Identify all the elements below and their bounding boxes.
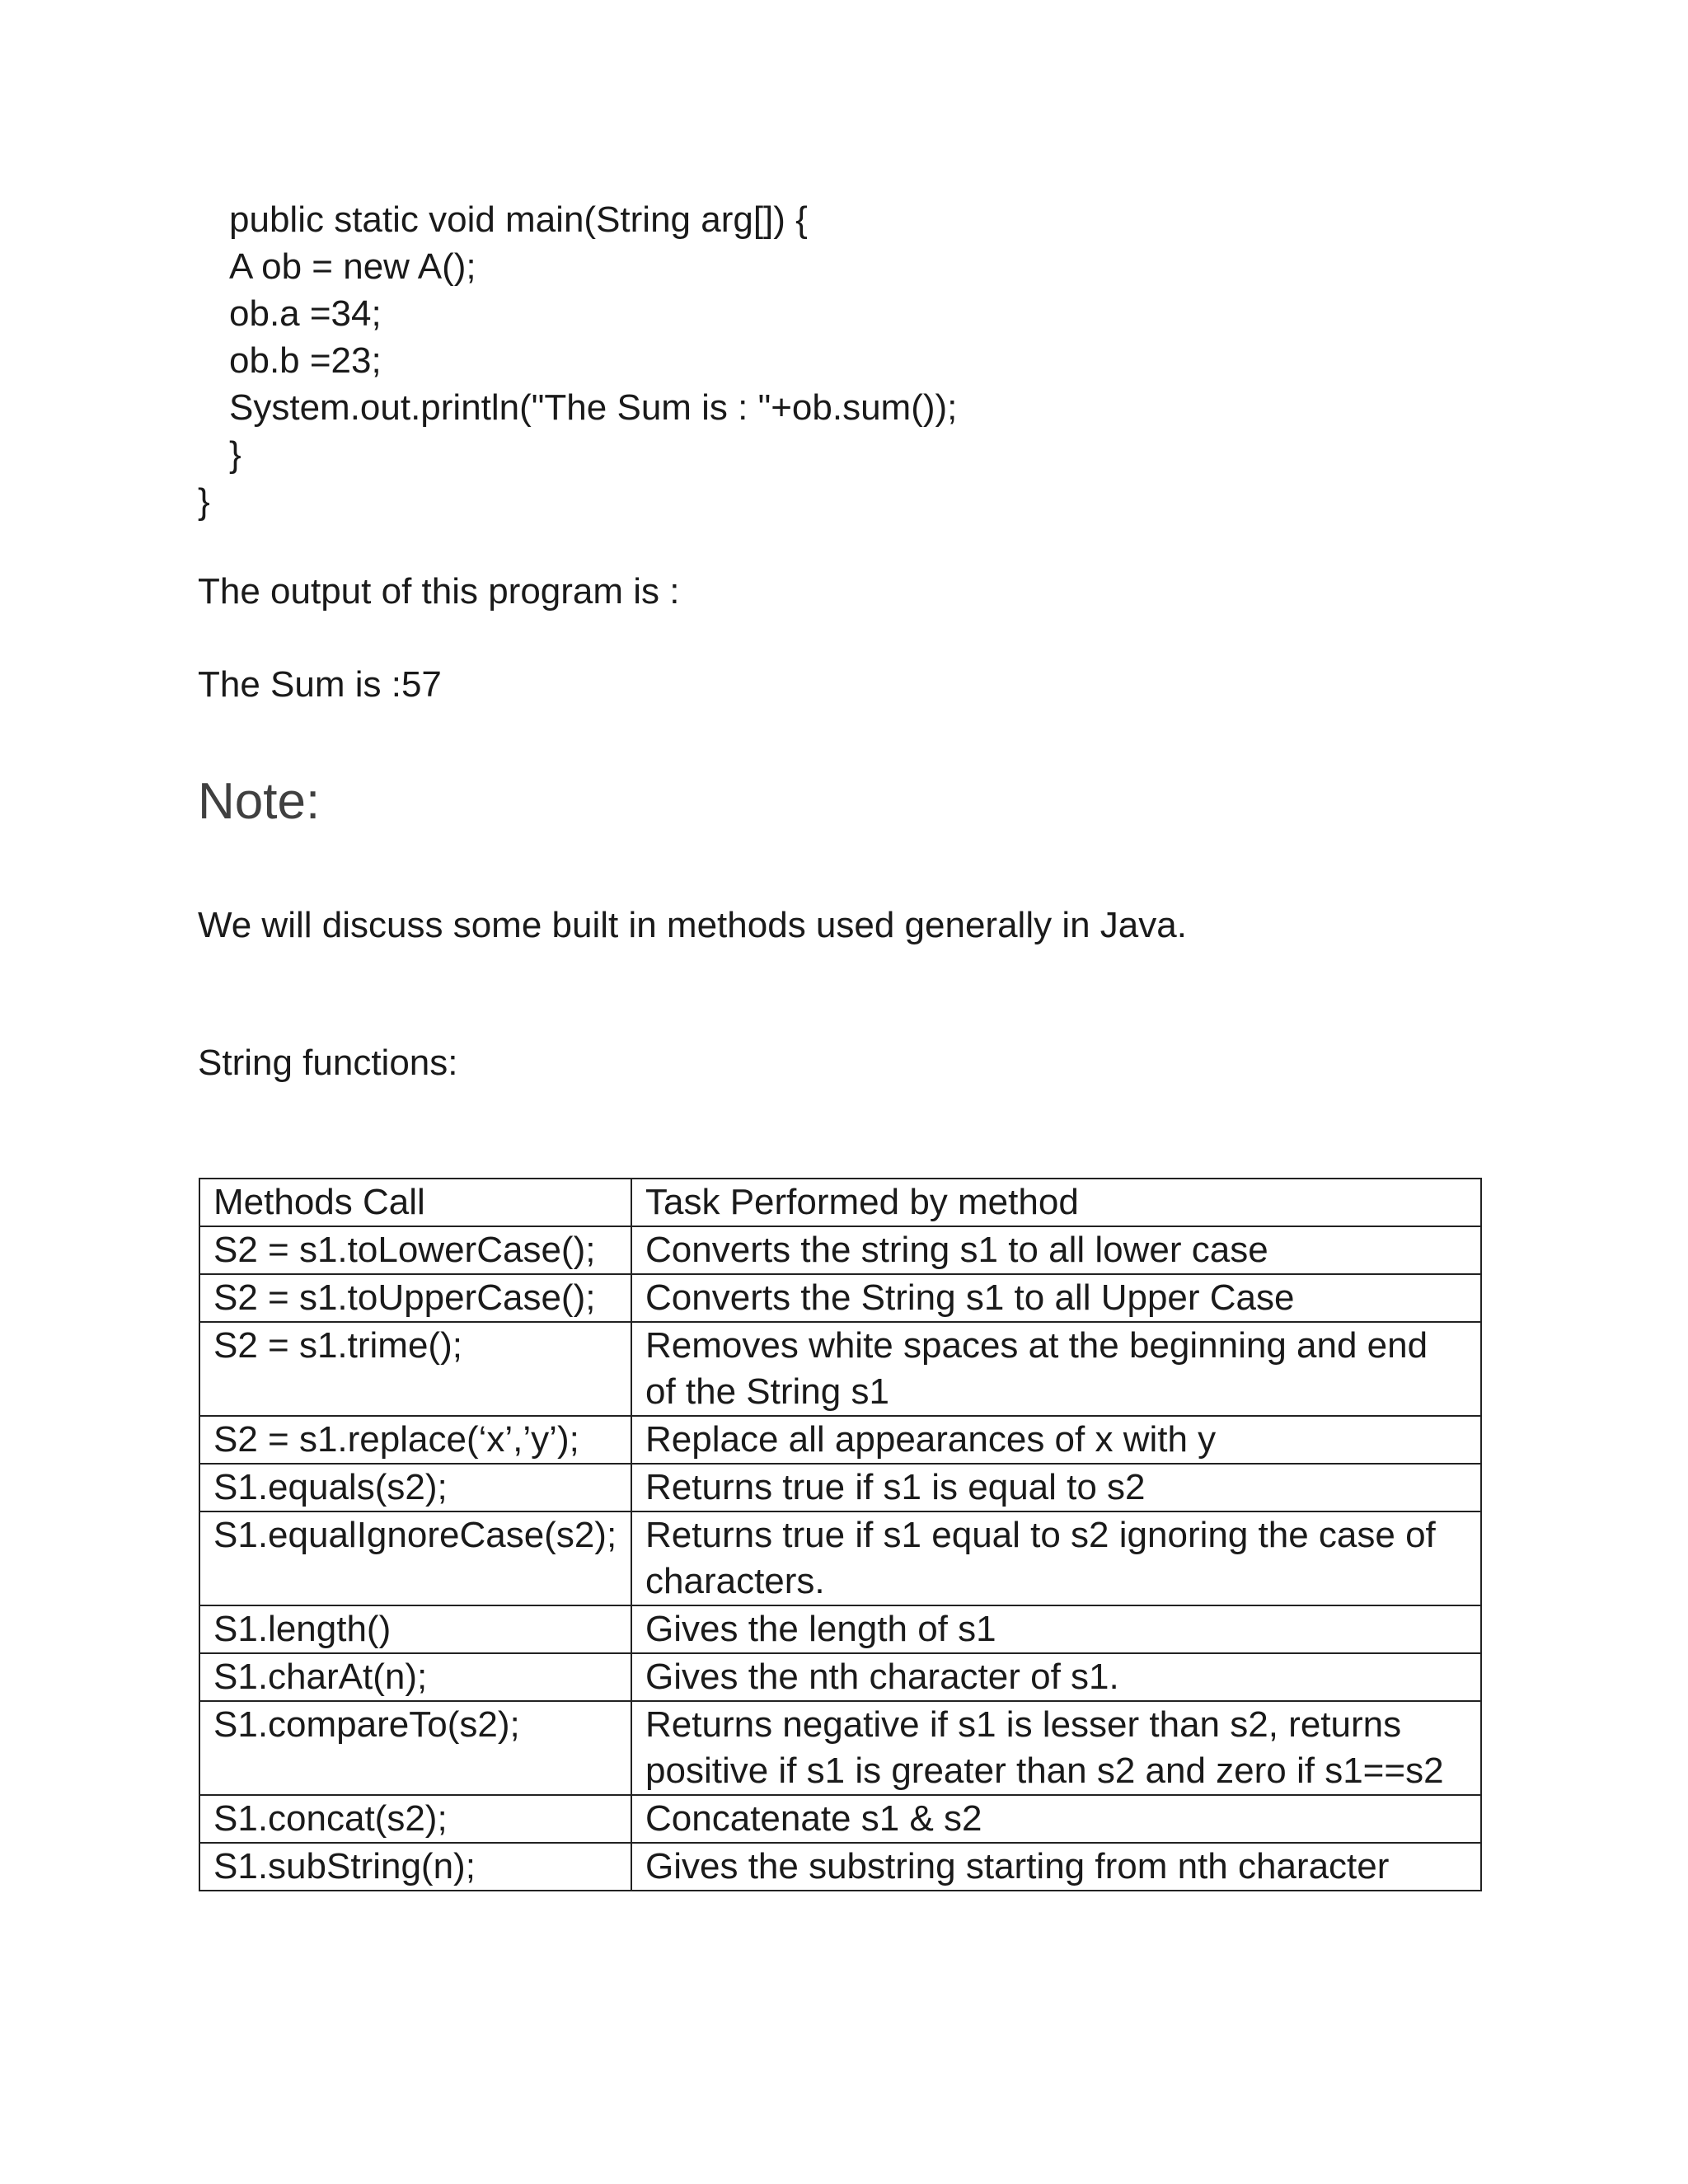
code-line: public static void main(String arg[]) {: [229, 199, 808, 240]
method-cell: S1.compareTo(s2);: [199, 1701, 631, 1795]
task-cell: Returns true if s1 equal to s2 ignoring the case of characters.: [631, 1511, 1481, 1605]
code-line: System.out.println("The Sum is : "+ob.sum());: [229, 387, 958, 428]
method-cell: S1.length(): [199, 1605, 631, 1653]
method-cell: S2 = s1.replace(‘x’,’y’);: [199, 1416, 631, 1464]
code-line: ob.a =34;: [229, 293, 382, 334]
task-cell: Gives the substring starting from nth character: [631, 1843, 1481, 1891]
method-cell: S2 = s1.toLowerCase();: [199, 1226, 631, 1274]
table-row: [199, 1795, 1481, 1843]
method-cell: S1.charAt(n);: [199, 1653, 631, 1701]
task-cell: Gives the length of s1: [631, 1605, 1481, 1653]
task-cell: Converts the string s1 to all lower case: [631, 1226, 1481, 1274]
task-cell: Removes white spaces at the beginning and end of the String s1: [631, 1322, 1481, 1416]
task-cell: Converts the String s1 to all Upper Case: [631, 1274, 1481, 1322]
table-row: [199, 1701, 1481, 1795]
table-row: [199, 1322, 1481, 1416]
output-intro-text: The output of this program is :: [198, 571, 680, 612]
table-row: [199, 1843, 1481, 1891]
table-header-cell: Methods Call: [199, 1179, 631, 1226]
table-row: [199, 1511, 1481, 1605]
code-line: A ob = new A();: [229, 246, 476, 287]
code-line: }: [229, 434, 241, 475]
table-row: [199, 1416, 1481, 1464]
table-row: [199, 1464, 1481, 1511]
table-row: [199, 1274, 1481, 1322]
task-cell: Gives the nth character of s1.: [631, 1653, 1481, 1701]
output-value-text: The Sum is :57: [198, 664, 442, 705]
note-text: We will discuss some built in methods used generally in Java.: [198, 905, 1187, 945]
table-row: [199, 1605, 1481, 1653]
method-cell: S1.equals(s2);: [199, 1464, 631, 1511]
string-functions-heading: String functions:: [198, 1043, 458, 1083]
table-header-cell: Task Performed by method: [631, 1179, 1481, 1226]
note-heading: Note:: [198, 773, 321, 830]
table-header-row: [199, 1179, 1481, 1226]
method-cell: S1.concat(s2);: [199, 1795, 631, 1843]
task-cell: Replace all appearances of x with y: [631, 1416, 1481, 1464]
method-cell: S2 = s1.trime();: [199, 1322, 631, 1416]
string-methods-table: [199, 1178, 1482, 1891]
table-row: [199, 1226, 1481, 1274]
code-snippet: [198, 196, 957, 525]
method-cell: S1.equalIgnoreCase(s2);: [199, 1511, 631, 1605]
method-cell: S2 = s1.toUpperCase();: [199, 1274, 631, 1322]
task-cell: Returns negative if s1 is lesser than s2, returns positive if s1 is greater than s2 and zero if s1==s2: [631, 1701, 1481, 1795]
code-line: ob.b =23;: [229, 340, 382, 381]
method-cell: S1.subString(n);: [199, 1843, 631, 1891]
task-cell: Returns true if s1 is equal to s2: [631, 1464, 1481, 1511]
table-row: [199, 1653, 1481, 1701]
task-cell: Concatenate s1 & s2: [631, 1795, 1481, 1843]
code-line: }: [198, 481, 210, 522]
